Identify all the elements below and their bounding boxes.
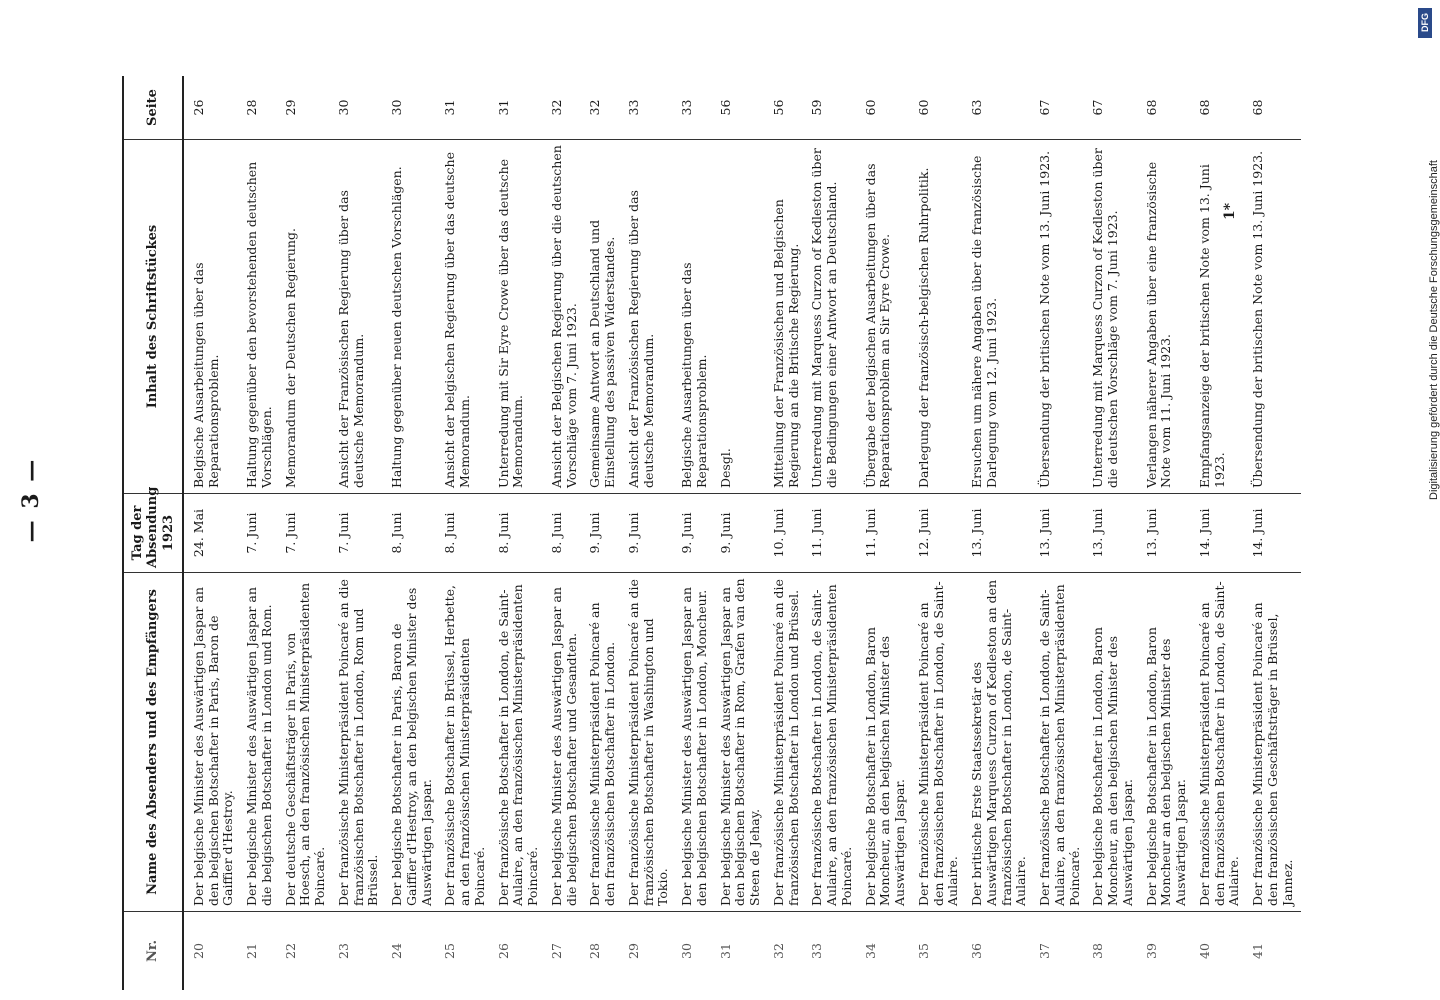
table-row (1248, 76, 1301, 990)
row-date: 14. Juni (1195, 494, 1248, 573)
row-content: Empfangsanzeige der britischen Note vom 13. Juni 1923. (1195, 140, 1248, 494)
row-content: Ansicht der Französischen Regierung über das deutsche Memorandum. (624, 140, 677, 494)
row-date: 11. Juni (807, 494, 860, 573)
table-row (1142, 76, 1195, 990)
row-content: Übergabe der belgischen Ausarbeitungen über das Reparationsproblem an Sir Eyre Crowe. (861, 140, 914, 494)
row-number: 37 (1037, 943, 1053, 959)
row-content: Übersendung der britischen Note vom 13. Juni 1923. (1248, 140, 1301, 494)
row-date: 8. Juni (547, 494, 586, 573)
row-number: 22 (282, 943, 298, 959)
table-row (861, 76, 914, 990)
dfg-logo-icon: DFG (1418, 8, 1432, 38)
page-number: — 3 — (18, 457, 44, 543)
row-date: 8. Juni (387, 494, 440, 573)
row-sender-recipient: Der französische Botschafter in London, de Saint-Aulaire, an den französischen Ministerpräsidenten Poincaré. (494, 573, 547, 912)
row-date: 24. Mai (183, 494, 242, 573)
header-page: Seite (123, 76, 183, 140)
row-page: 68 (1142, 76, 1195, 140)
row-number: 27 (548, 943, 564, 959)
row-page: 67 (1035, 76, 1088, 140)
row-content: Mitteilung der Französischen und Belgischen Regierung an die Britische Regierung. (769, 140, 808, 494)
row-date: 7. Juni (242, 494, 281, 573)
row-content: Memorandum der Deutschen Regierung. (281, 140, 334, 494)
row-sender-recipient: Der französische Ministerpräsident Poincaré an die französischen Botschafter in Washington und Tokio. (624, 573, 677, 912)
row-number: 25 (442, 943, 458, 959)
row-date: 14. Juni (1248, 494, 1301, 573)
row-sender-recipient: Der französische Ministerpräsident Poincaré an den französischen Botschafter in London, de Saint-Aulaire. (914, 573, 967, 912)
row-content: Unterredung mit Marquess Curzon of Kedleston über die deutschen Vorschläge vom 7. Juni 1923. (1088, 140, 1141, 494)
row-number: 35 (915, 943, 931, 959)
row-content: Desgl. (716, 140, 769, 494)
row-sender-recipient: Der belgische Botschafter in London, Baron Moncheur an den belgischen Minister des Auswärtigen Jaspar. (1142, 573, 1195, 912)
row-number: 40 (1196, 943, 1212, 959)
header-name: Name des Absenders und des Empfängers (123, 573, 183, 912)
row-page: 68 (1248, 76, 1301, 140)
table-body (183, 76, 1302, 990)
row-page: 67 (1088, 76, 1141, 140)
row-content: Belgische Ausarbeitungen über das Reparationsproblem. (183, 140, 242, 494)
row-page: 60 (861, 76, 914, 140)
row-date: 13. Juni (1088, 494, 1141, 573)
row-number: 23 (335, 943, 351, 959)
row-date: 13. Juni (1035, 494, 1088, 573)
row-page: 28 (242, 76, 281, 140)
row-number: 41 (1250, 943, 1266, 959)
table-row (716, 76, 769, 990)
table-row (1088, 76, 1141, 990)
header-date: Tag der Absendung 1923 (123, 494, 183, 573)
row-sender-recipient: Der belgische Botschafter in London, Baron Moncheur, an den belgischen Minister des Auswärtigen Jaspar. (861, 573, 914, 912)
row-content: Verlangen näherer Angaben über eine französische Note vom 11. Juni 1923. (1142, 140, 1195, 494)
table-row (242, 76, 281, 990)
row-date: 9. Juni (677, 494, 716, 573)
row-content: Haltung gegenüber neuen deutschen Vorschlägen. (387, 140, 440, 494)
table-row (281, 76, 334, 990)
row-page: 59 (807, 76, 860, 140)
row-sender-recipient: Der französische Ministerpräsident Poincaré an die französischen Botschafter in London und Brüssel. (769, 573, 808, 912)
row-content: Unterredung mit Marquess Curzon of Kedleston über die Bedingungen einer Antwort an Deutschland. (807, 140, 860, 494)
row-number: 38 (1090, 943, 1106, 959)
row-page: 56 (716, 76, 769, 140)
table-row (914, 76, 967, 990)
row-content: Ansicht der Französischen Regierung über das deutsche Memorandum. (334, 140, 387, 494)
row-sender-recipient: Der belgische Minister des Auswärtigen Jaspar an den belgischen Botschafter in London, Moncheur. (677, 573, 716, 912)
row-date: 9. Juni (716, 494, 769, 573)
row-sender-recipient: Der französische Ministerpräsident Poincaré an die französischen Botschafter in London, Rom und Brüssel. (334, 573, 387, 912)
row-number: 32 (770, 943, 786, 959)
row-page: 26 (183, 76, 242, 140)
row-page: 29 (281, 76, 334, 140)
row-date: 13. Juni (967, 494, 1035, 573)
row-sender-recipient: Der belgische Minister des Auswärtigen Jaspar an die belgischen Botschafter und Gesandten. (547, 573, 586, 912)
row-sender-recipient: Der belgische Minister des Auswärtigen Jaspar an die belgischen Botschafter in London und Rom. (242, 573, 281, 912)
row-date: 9. Juni (624, 494, 677, 573)
table-row (1035, 76, 1088, 990)
row-number: 31 (717, 943, 733, 959)
row-sender-recipient: Der französische Botschafter in London, de Saint-Aulaire, an den französischen Ministerpräsidenten Poincaré. (1035, 573, 1088, 912)
header-content: Inhalt des Schriftstückes (123, 140, 183, 494)
row-page: 56 (769, 76, 808, 140)
table-row (807, 76, 860, 990)
row-content: Darlegung der französisch-belgischen Ruhrpolitik. (914, 140, 967, 494)
header-nr: Nr. (123, 912, 183, 991)
row-content: Gemeinsame Antwort an Deutschland und Einstellung des passiven Widerstandes. (585, 140, 624, 494)
row-date: 13. Juni (1142, 494, 1195, 573)
row-sender-recipient: Der belgische Minister des Auswärtigen Jaspar an den belgischen Botschafter in Rom, Grafen van den Steen de Jehay. (716, 573, 769, 912)
row-page: 32 (547, 76, 586, 140)
row-page: 32 (585, 76, 624, 140)
table-header-row (123, 76, 183, 990)
row-content: Ansicht der Belgischen Regierung über die deutschen Vorschläge vom 7. Juni 1923. (547, 140, 586, 494)
row-date: 9. Juni (585, 494, 624, 573)
row-content: Belgische Ausarbeitungen über das Reparationsproblem. (677, 140, 716, 494)
row-content: Haltung gegenüber den bevorstehenden deutschen Vorschlägen. (242, 140, 281, 494)
row-sender-recipient: Der britische Erste Staatssekretär des Auswärtigen Marquess Curzon of Kedleston an den französischen Botschafter in London, de Saint-Aulaire. (967, 573, 1035, 912)
row-sender-recipient: Der französische Ministerpräsident Poincaré an den französischen Geschäftsträger in Brüssel, Jannez. (1248, 573, 1301, 912)
table-row (585, 76, 624, 990)
document-table (122, 76, 1301, 990)
row-date: 7. Juni (334, 494, 387, 573)
row-page: 68 (1195, 76, 1248, 140)
row-number: 36 (969, 943, 985, 959)
row-page: 30 (334, 76, 387, 140)
row-content: Ersuchen um nähere Angaben über die französische Darlegung vom 12. Juni 1923. (967, 140, 1035, 494)
table-row (769, 76, 808, 990)
row-content: Unterredung mit Sir Eyre Crowe über das deutsche Memorandum. (494, 140, 547, 494)
table-row (967, 76, 1035, 990)
row-page: 33 (624, 76, 677, 140)
row-content: Ansicht der belgischen Regierung über das deutsche Memorandum. (440, 140, 493, 494)
row-number: 24 (389, 943, 405, 959)
row-page: 33 (677, 76, 716, 140)
row-page: 31 (494, 76, 547, 140)
row-sender-recipient: Der französische Ministerpräsident Poincaré an den französischen Botschafter in London, de Saint-Aulaire. (1195, 573, 1248, 912)
row-date: 8. Juni (440, 494, 493, 573)
row-page: 31 (440, 76, 493, 140)
row-sender-recipient: Der belgische Botschafter in Paris, Baron de Gaiffier d'Hestroy, an den belgischen Minister des Auswärtigen Jaspar. (387, 573, 440, 912)
table-row (547, 76, 586, 990)
table-row (624, 76, 677, 990)
row-sender-recipient: Der französische Botschafter in London, de Saint-Aulaire, an den französischen Ministerpräsidenten Poincaré. (807, 573, 860, 912)
row-number: 39 (1143, 943, 1159, 959)
row-date: 12. Juni (914, 494, 967, 573)
table-row (387, 76, 440, 990)
row-number: 33 (809, 943, 825, 959)
row-date: 7. Juni (281, 494, 334, 573)
footnote-mark: 1* (1222, 202, 1238, 220)
row-date: 11. Juni (861, 494, 914, 573)
row-number: 29 (625, 943, 641, 959)
row-number: 34 (862, 943, 878, 959)
row-number: 30 (679, 943, 695, 959)
digitization-credit: Digitalisierung gefördert durch die Deutsche Forschungsgemeinschaft (1428, 160, 1440, 500)
row-page: 60 (914, 76, 967, 140)
row-sender-recipient: Der deutsche Geschäftsträger in Paris, von Hoesch, an den französischen Ministerpräsidenten Poincaré. (281, 573, 334, 912)
row-number: 20 (190, 943, 206, 959)
row-date: 8. Juni (494, 494, 547, 573)
table-row (334, 76, 387, 990)
row-number: 21 (244, 943, 260, 959)
table-row (183, 76, 242, 990)
row-sender-recipient: Der belgische Minister des Auswärtigen Jaspar an den belgischen Botschafter in Paris, Baron de Gaiffier d'Hestroy. (183, 573, 242, 912)
row-sender-recipient: Der belgische Botschafter in London, Baron Moncheur, an den belgischen Minister des Auswärtigen Jaspar. (1088, 573, 1141, 912)
row-page: 63 (967, 76, 1035, 140)
table-row (494, 76, 547, 990)
row-sender-recipient: Der französische Ministerpräsident Poincaré an den französischen Botschafter in London. (585, 573, 624, 912)
rotated-page (10, 0, 1420, 1000)
row-number: 26 (495, 943, 511, 959)
row-content: Übersendung der britischen Note vom 13. Juni 1923. (1035, 140, 1088, 494)
table-row (440, 76, 493, 990)
row-number: 28 (587, 943, 603, 959)
row-sender-recipient: Der französische Botschafter in Brüssel, Herbette, an den französischen Ministerpräsidenten Poincaré. (440, 573, 493, 912)
row-date: 10. Juni (769, 494, 808, 573)
row-page: 30 (387, 76, 440, 140)
table-row (677, 76, 716, 990)
